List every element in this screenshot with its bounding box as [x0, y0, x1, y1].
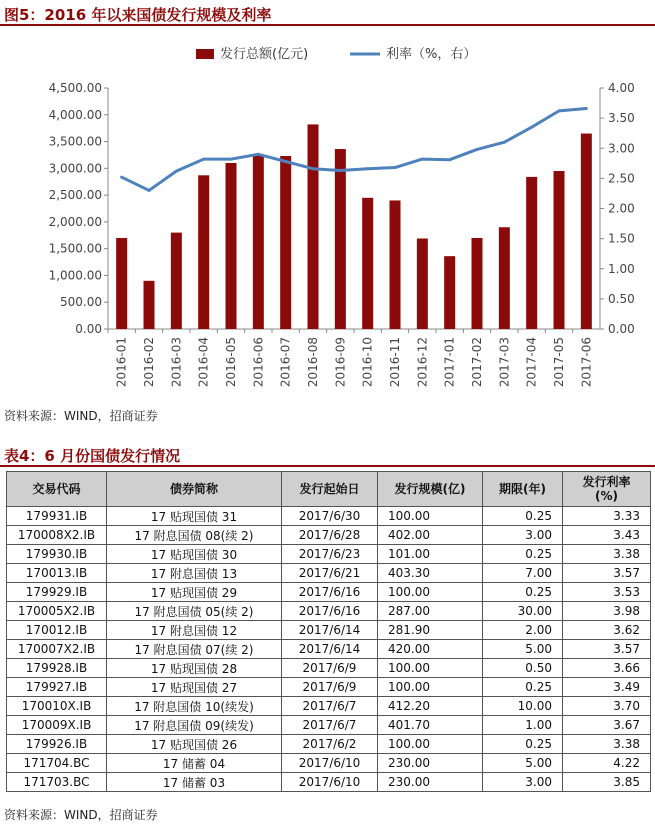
table-header-cell: 期限(年) — [483, 472, 563, 507]
bar — [417, 238, 428, 329]
table-row — [7, 602, 651, 621]
table-cell: 3.00 — [483, 526, 563, 545]
table-cell: 100.00 — [378, 583, 483, 602]
x-tick-label: 2016-03 — [169, 337, 184, 388]
table-row — [7, 754, 651, 773]
table-header-cell: 债券简称 — [107, 472, 282, 507]
table-cell: 100.00 — [378, 507, 483, 526]
table-row — [7, 583, 651, 602]
table-row — [7, 545, 651, 564]
table-cell: 5.00 — [483, 640, 563, 659]
table-cell: 3.33 — [563, 507, 651, 526]
rate-point — [312, 167, 315, 170]
table-cell: 179929.IB — [7, 583, 107, 602]
table-cell: 420.00 — [378, 640, 483, 659]
rate-point — [120, 176, 123, 179]
table-cell: 0.25 — [483, 735, 563, 754]
table-cell: 17 附息国债 05(续 2) — [107, 602, 282, 621]
table-cell: 230.00 — [378, 773, 483, 792]
table-cell: 3.00 — [483, 773, 563, 792]
table-cell: 3.43 — [563, 526, 651, 545]
table-cell: 170010X.IB — [7, 697, 107, 716]
table-cell: 179931.IB — [7, 507, 107, 526]
bar — [581, 134, 592, 329]
bar — [116, 238, 127, 329]
left-tick-label: 500.00 — [60, 295, 102, 310]
table-cell: 17 附息国债 10(续发) — [107, 697, 282, 716]
figure-title-bar — [0, 0, 655, 26]
x-tick-label: 2016-07 — [278, 337, 293, 388]
table-header-cell: 交易代码 — [7, 472, 107, 507]
table-cell: 0.25 — [483, 678, 563, 697]
table-cell: 2017/6/9 — [282, 678, 378, 697]
table-header-cell: 发行起始日 — [282, 472, 378, 507]
table-cell: 100.00 — [378, 659, 483, 678]
table-header-cell: 发行规模(亿) — [378, 472, 483, 507]
table-cell: 0.25 — [483, 583, 563, 602]
table-title-bar — [0, 441, 655, 467]
x-tick-label: 2016-01 — [114, 337, 129, 388]
table-cell: 2017/6/2 — [282, 735, 378, 754]
right-tick-label: 2.00 — [608, 201, 635, 216]
table-cell: 287.00 — [378, 602, 483, 621]
table-cell: 17 贴现国债 31 — [107, 507, 282, 526]
table-cell: 3.38 — [563, 735, 651, 754]
table-row — [7, 697, 651, 716]
left-tick-label: 2,500.00 — [48, 188, 102, 203]
bar — [335, 149, 346, 329]
bar — [226, 163, 237, 329]
table-cell: 0.25 — [483, 507, 563, 526]
table-cell: 3.53 — [563, 583, 651, 602]
table-cell: 179926.IB — [7, 735, 107, 754]
table-cell: 17 贴现国债 29 — [107, 583, 282, 602]
table-cell: 17 附息国债 09(续发) — [107, 716, 282, 735]
table-title: 表4：6 月份国债发行情况 — [4, 447, 181, 465]
table-cell: 30.00 — [483, 602, 563, 621]
table-cell: 17 附息国债 08(续 2) — [107, 526, 282, 545]
left-tick-label: 2,000.00 — [48, 214, 102, 229]
table-cell: 412.20 — [378, 697, 483, 716]
table-cell: 403.30 — [378, 564, 483, 583]
right-tick-label: 4.00 — [608, 81, 635, 95]
left-tick-label: 4,500.00 — [48, 81, 102, 95]
table-cell: 3.85 — [563, 773, 651, 792]
x-tick-label: 2016-08 — [306, 337, 320, 388]
left-tick-label: 3,000.00 — [48, 161, 102, 176]
table-cell: 2017/6/23 — [282, 545, 378, 564]
combo-chart — [0, 26, 655, 402]
rate-point — [148, 189, 151, 192]
bar — [253, 155, 264, 329]
table-source: 资料来源：WIND，招商证券 — [4, 808, 158, 822]
rate-point — [339, 169, 342, 172]
bar — [472, 238, 483, 329]
x-tick-label: 2016-04 — [196, 337, 211, 388]
right-tick-label: 2.50 — [608, 171, 635, 186]
table-cell: 0.50 — [483, 659, 563, 678]
table-cell: 171704.BC — [7, 754, 107, 773]
table-cell: 3.38 — [563, 545, 651, 564]
table-header-cell: 发行利率 (%) — [563, 472, 651, 507]
left-tick-label: 0.00 — [75, 322, 102, 336]
table-cell: 2017/6/16 — [282, 583, 378, 602]
table-cell: 100.00 — [378, 678, 483, 697]
rate-point — [257, 153, 260, 156]
bar — [526, 177, 537, 329]
left-tick-label: 1,000.00 — [48, 268, 102, 283]
x-tick-label: 2017-04 — [524, 337, 539, 388]
table-cell: 2017/6/10 — [282, 754, 378, 773]
table-cell: 17 贴现国债 27 — [107, 678, 282, 697]
rate-point — [175, 170, 178, 173]
table-cell: 3.57 — [563, 564, 651, 583]
table-cell: 17 附息国债 07(续 2) — [107, 640, 282, 659]
table-cell: 2017/6/16 — [282, 602, 378, 621]
rate-point — [284, 160, 287, 163]
table-cell: 0.25 — [483, 545, 563, 564]
table-cell: 2.00 — [483, 621, 563, 640]
table-cell: 3.67 — [563, 716, 651, 735]
x-tick-label: 2017-05 — [552, 337, 566, 388]
chart-source: 资料来源：WIND，招商证券 — [4, 409, 158, 423]
x-tick-label: 2016-10 — [360, 337, 375, 388]
bar — [308, 124, 319, 329]
table-cell: 5.00 — [483, 754, 563, 773]
table-cell: 170008X2.IB — [7, 526, 107, 545]
table-cell: 179930.IB — [7, 545, 107, 564]
x-tick-label: 2016-02 — [142, 337, 156, 388]
bar — [362, 198, 373, 329]
table-row — [7, 564, 651, 583]
table-cell: 2017/6/7 — [282, 697, 378, 716]
table-cell: 2017/6/14 — [282, 640, 378, 659]
table-row — [7, 640, 651, 659]
bond-issuance-table — [6, 471, 651, 792]
rate-point — [476, 148, 479, 151]
bar — [444, 256, 455, 329]
table-row — [7, 716, 651, 735]
legend-bar-swatch — [196, 49, 214, 59]
table-cell: 2017/6/30 — [282, 507, 378, 526]
rate-point — [503, 141, 506, 144]
table-cell: 17 贴现国债 30 — [107, 545, 282, 564]
bar — [499, 227, 510, 329]
rate-point — [421, 158, 424, 161]
table-cell: 170012.IB — [7, 621, 107, 640]
x-tick-label: 2016-12 — [415, 337, 430, 388]
bar — [198, 175, 209, 329]
rate-point — [585, 107, 588, 110]
table-body — [7, 507, 651, 792]
table-row — [7, 659, 651, 678]
rate-point — [366, 167, 369, 170]
table-cell: 17 附息国债 12 — [107, 621, 282, 640]
table-cell: 2017/6/14 — [282, 621, 378, 640]
table-cell: 170005X2.IB — [7, 602, 107, 621]
x-tick-label: 2016-06 — [251, 337, 266, 388]
table-cell: 17 储蓄 03 — [107, 773, 282, 792]
bar — [390, 200, 401, 329]
bar — [554, 171, 565, 329]
table-cell: 10.00 — [483, 697, 563, 716]
table-cell: 17 储蓄 04 — [107, 754, 282, 773]
x-tick-label: 2017-02 — [470, 337, 484, 388]
table-cell: 3.70 — [563, 697, 651, 716]
table-cell: 17 贴现国债 28 — [107, 659, 282, 678]
table-cell: 101.00 — [378, 545, 483, 564]
table-cell: 401.70 — [378, 716, 483, 735]
legend-bar-label: 发行总额(亿元) — [220, 47, 309, 62]
table-row — [7, 507, 651, 526]
right-tick-label: 0.00 — [608, 322, 635, 336]
rate-line — [122, 108, 587, 190]
table-cell: 171703.BC — [7, 773, 107, 792]
table-cell: 4.22 — [563, 754, 651, 773]
figure-title: 图5：2016 年以来国债发行规模及利率 — [4, 6, 272, 24]
table-cell: 3.98 — [563, 602, 651, 621]
left-tick-label: 4,000.00 — [48, 107, 102, 122]
rate-point — [448, 158, 451, 161]
left-tick-label: 1,500.00 — [48, 241, 102, 256]
x-tick-label: 2016-05 — [224, 337, 238, 388]
table-cell: 281.90 — [378, 621, 483, 640]
right-tick-label: 3.00 — [608, 141, 635, 156]
table-cell: 3.66 — [563, 659, 651, 678]
table-row — [7, 678, 651, 697]
bar — [144, 281, 155, 329]
rate-point — [230, 158, 233, 161]
x-tick-label: 2017-06 — [579, 337, 594, 388]
table-cell: 170009X.IB — [7, 716, 107, 735]
table-cell: 100.00 — [378, 735, 483, 754]
right-tick-label: 3.50 — [608, 111, 635, 126]
table-cell: 3.57 — [563, 640, 651, 659]
table-cell: 170007X2.IB — [7, 640, 107, 659]
table-cell: 2017/6/9 — [282, 659, 378, 678]
table-cell: 230.00 — [378, 754, 483, 773]
table-header-row — [7, 472, 651, 507]
right-tick-label: 1.50 — [608, 231, 635, 246]
table-cell: 2017/6/21 — [282, 564, 378, 583]
rate-point — [202, 158, 205, 161]
table-cell: 7.00 — [483, 564, 563, 583]
rate-point — [530, 126, 533, 129]
table-cell: 2017/6/28 — [282, 526, 378, 545]
table-cell: 170013.IB — [7, 564, 107, 583]
table-cell: 179927.IB — [7, 678, 107, 697]
table-cell: 2017/6/10 — [282, 773, 378, 792]
rate-point — [394, 166, 397, 169]
table-cell: 2017/6/7 — [282, 716, 378, 735]
table-row — [7, 526, 651, 545]
x-tick-label: 2017-01 — [442, 337, 457, 388]
table-cell: 3.62 — [563, 621, 651, 640]
right-tick-label: 0.50 — [608, 291, 635, 306]
table-cell: 17 贴现国债 26 — [107, 735, 282, 754]
chart-container — [0, 26, 655, 402]
table-cell: 179928.IB — [7, 659, 107, 678]
left-tick-label: 3,500.00 — [48, 134, 102, 149]
table-row — [7, 621, 651, 640]
right-tick-label: 1.00 — [608, 261, 635, 276]
table-cell: 17 附息国债 13 — [107, 564, 282, 583]
table-row — [7, 735, 651, 754]
table-cell: 3.49 — [563, 678, 651, 697]
x-tick-label: 2016-11 — [388, 337, 402, 388]
table-cell: 402.00 — [378, 526, 483, 545]
bar — [171, 233, 182, 329]
rate-point — [558, 109, 561, 112]
x-tick-label: 2016-09 — [333, 337, 348, 388]
bar — [280, 156, 291, 329]
x-tick-label: 2017-03 — [497, 337, 512, 388]
table-cell: 1.00 — [483, 716, 563, 735]
table-row — [7, 773, 651, 792]
legend-line-label: 利率（%，右） — [386, 47, 477, 62]
